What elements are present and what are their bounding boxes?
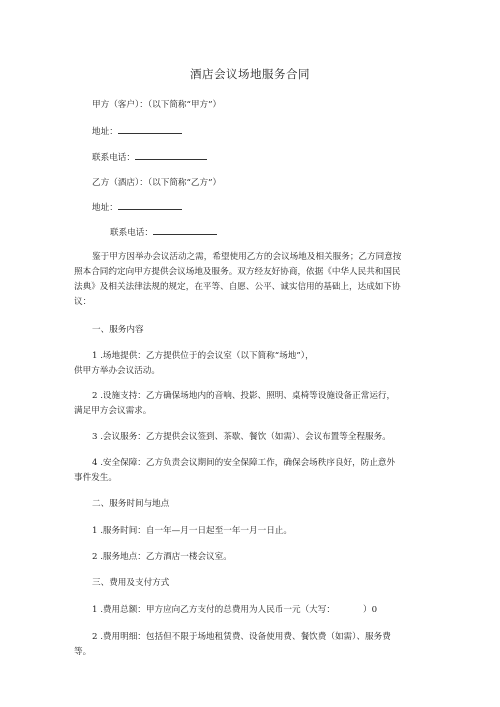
preamble-line-1: 鉴于甲方因举办会议活动之需，希望使用乙方的会议场地及相关服务；乙方同意按 [92, 252, 402, 262]
party-b-phone [110, 226, 217, 241]
party-b-address-blank [118, 201, 182, 210]
item-1-1-line-2: 供甲方举办会议活动。 [74, 366, 160, 376]
party-b-address [92, 201, 182, 216]
item-1-1-line-1: 1 .场地提供：乙方提供位于的会议室（以下简称“场地”）， [92, 351, 314, 361]
party-a-address-label: 地址： [92, 127, 118, 137]
item-1-2-line-1: 2 .设施支持：乙方确保场地内的音响、投影、照明、桌椅等设施设备正常运行， [92, 391, 396, 401]
party-a-line: 甲方（客户）：（以下简称“甲方”） [92, 100, 222, 110]
item-2-1: 1 .服务时间：自一年—月一日起至一年一月一日止。 [92, 526, 292, 536]
item-1-4-line-1: 4 .安全保障：乙方负责会议期间的安全保障工作，确保会场秩序良好，防止意外 [92, 458, 396, 468]
party-a-address-blank [118, 125, 182, 134]
party-b-address-label: 地址： [92, 203, 118, 213]
section-3-heading: 三、费用及支付方式 [92, 578, 170, 588]
item-3-1-suffix: ）0 [362, 605, 378, 615]
party-a-phone-label: 联系电话： [92, 153, 135, 163]
party-a-phone-blank [135, 151, 207, 160]
preamble-line-2: 照本合同约定向甲方提供会议场地及服务。双方经友好协商，依据《中华人民共和国民 [74, 267, 401, 277]
document-title: 酒店会议场地服务合同 [190, 67, 310, 81]
item-3-2-line-2: 等。 [74, 647, 92, 657]
party-b-phone-label: 联系电话： [110, 228, 153, 238]
item-1-2-line-2: 满足甲方会议需求。 [74, 406, 152, 416]
party-a-phone [92, 151, 207, 166]
section-1-heading: 一、服务内容 [92, 325, 144, 335]
preamble-line-4: 议： [74, 297, 92, 307]
item-3-1-prefix: 1 .费用总额：甲方应向乙方支付的总费用为人民币一元（大写： [92, 605, 335, 615]
item-1-3: 3 .会议服务：乙方提供会议签到、茶歇、餐饮（如需）、会议布置等全程服务。 [92, 432, 391, 442]
item-3-1 [92, 603, 377, 618]
party-b-line: 乙方（酒店）：（以下简称“乙方”） [92, 178, 222, 188]
item-1-4-line-2: 事件发生。 [74, 473, 117, 483]
party-b-phone-blank [153, 226, 217, 235]
item-2-2: 2 .服务地点：乙方酒店一楼会议室。 [92, 552, 232, 562]
item-3-2-line-1: 2 .费用明细：包括但不限于场地租赁费、设备使用费、餐饮费（如需）、服务费 [92, 632, 391, 642]
section-2-heading: 二、服务时间与地点 [92, 499, 170, 509]
party-a-address [92, 125, 182, 140]
preamble-line-3: 法典》及相关法律法规的规定，在平等、自愿、公平、诚实信用的基础上，达成如下协 [74, 282, 401, 292]
